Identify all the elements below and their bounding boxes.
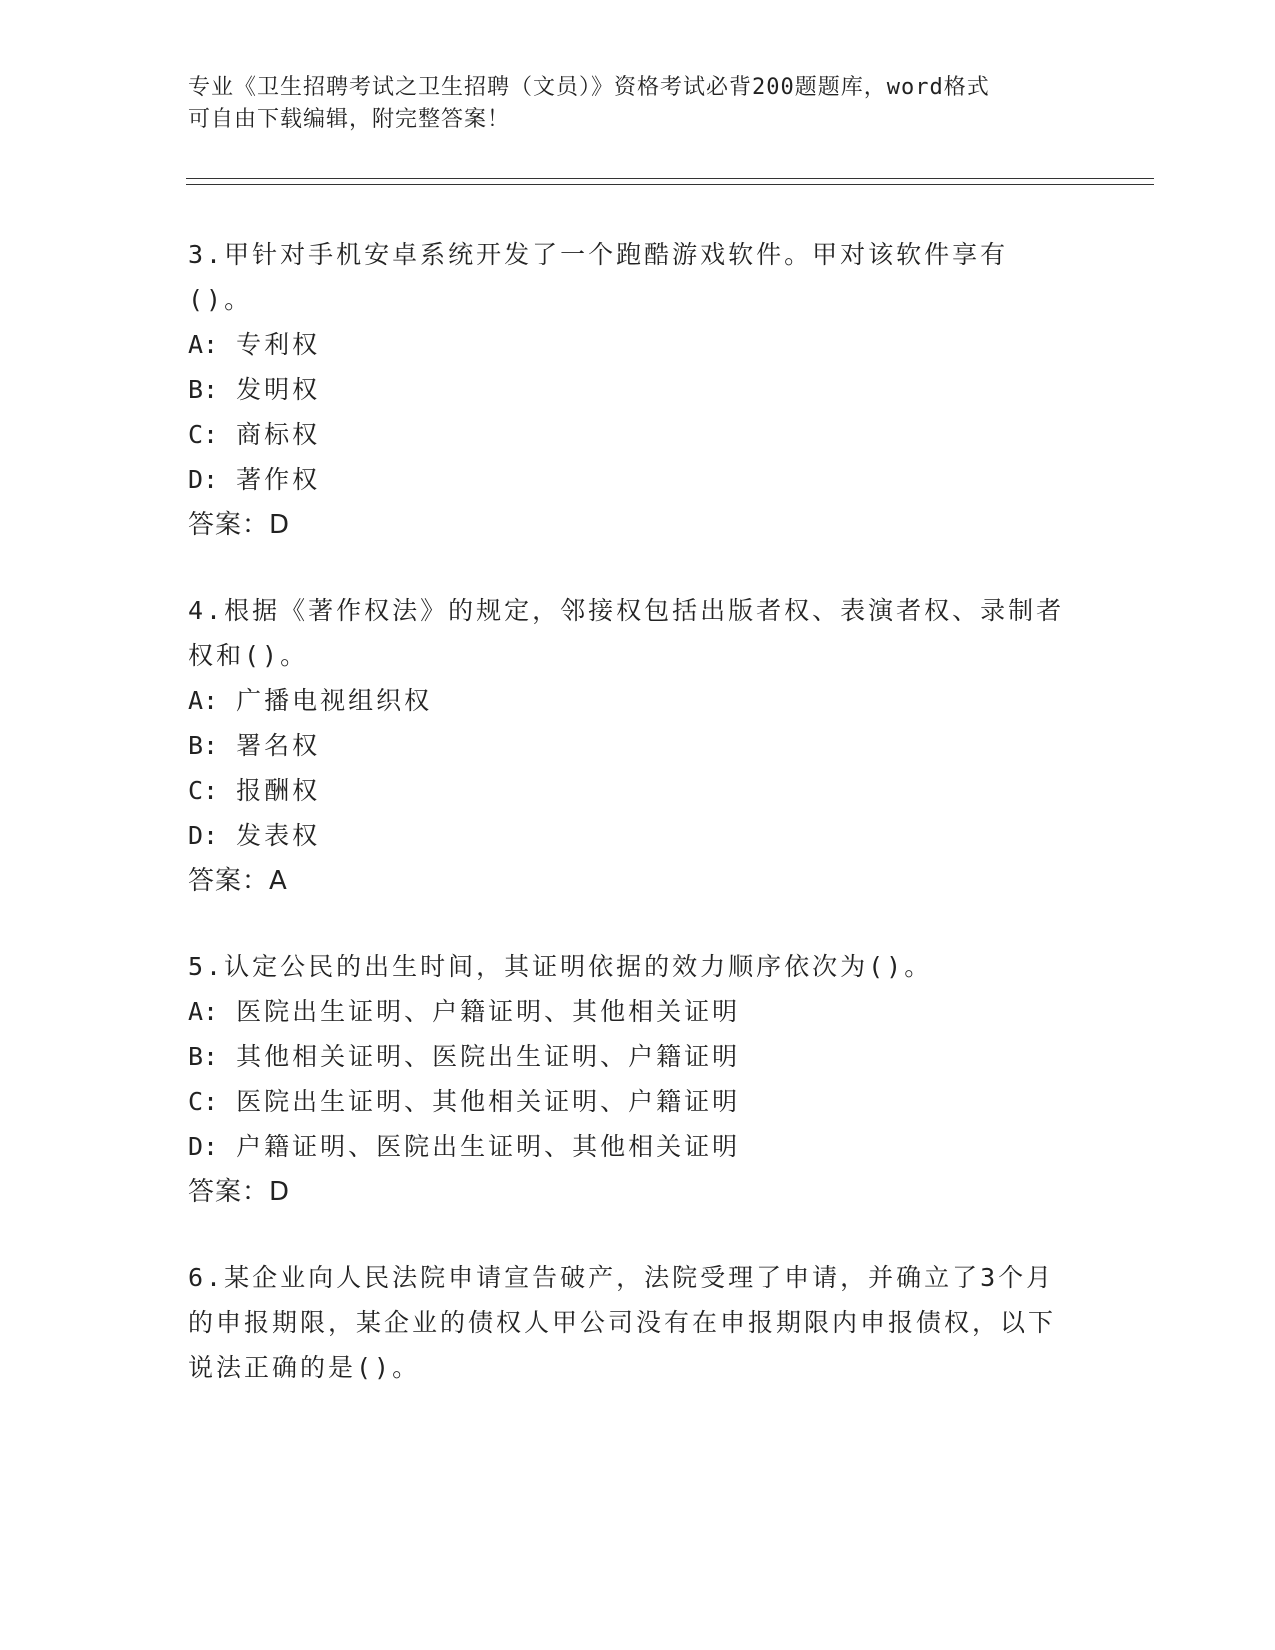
question-stem: 6.某企业向人民法院申请宣告破产，法院受理了申请，并确立了3个月的申报期限，某企业的债权人甲公司没有在申报期限内申报债权，以下说法正确的是()。: [188, 1263, 1057, 1382]
option-d: D: 户籍证明、医院出生证明、其他相关证明: [188, 1132, 741, 1161]
question-stem: 5.认定公民的出生时间，其证明依据的效力顺序依次为()。: [188, 952, 933, 981]
header-line-1: 专业《卫生招聘考试之卫生招聘（文员）》资格考试必背200题题库，word格式: [188, 75, 990, 100]
question-3: [188, 232, 1068, 548]
option-a: A: 广播电视组织权: [188, 686, 433, 715]
question-5: [188, 944, 1068, 1215]
question-stem: 4.根据《著作权法》的规定，邻接权包括出版者权、表演者权、录制者权和()。: [188, 596, 1065, 670]
option-a: A: 医院出生证明、户籍证明、其他相关证明: [188, 997, 741, 1026]
answer-label: 答案：D: [188, 510, 291, 540]
header-rule-bottom: [186, 184, 1154, 185]
option-d: D: 发表权: [188, 821, 321, 850]
option-b: B: 其他相关证明、医院出生证明、户籍证明: [188, 1042, 741, 1071]
option-b: B: 发明权: [188, 375, 321, 404]
option-d: D: 著作权: [188, 465, 321, 494]
question-6: [188, 1255, 1068, 1390]
answer-label: 答案：A: [188, 866, 288, 896]
option-a: A: 专利权: [188, 330, 321, 359]
header-line-2: 可自由下载编辑，附完整答案！: [188, 107, 511, 132]
question-list: [188, 232, 1068, 1430]
answer-label: 答案：D: [188, 1177, 291, 1207]
option-c: C: 商标权: [188, 420, 321, 449]
question-4: [188, 588, 1068, 904]
question-stem: 3.甲针对手机安卓系统开发了一个跑酷游戏软件。甲对该软件享有()。: [188, 240, 1009, 314]
document-header: [188, 72, 1068, 136]
option-c: C: 医院出生证明、其他相关证明、户籍证明: [188, 1087, 741, 1116]
option-c: C: 报酬权: [188, 776, 321, 805]
header-rule-top: [186, 178, 1154, 179]
option-b: B: 署名权: [188, 731, 321, 760]
